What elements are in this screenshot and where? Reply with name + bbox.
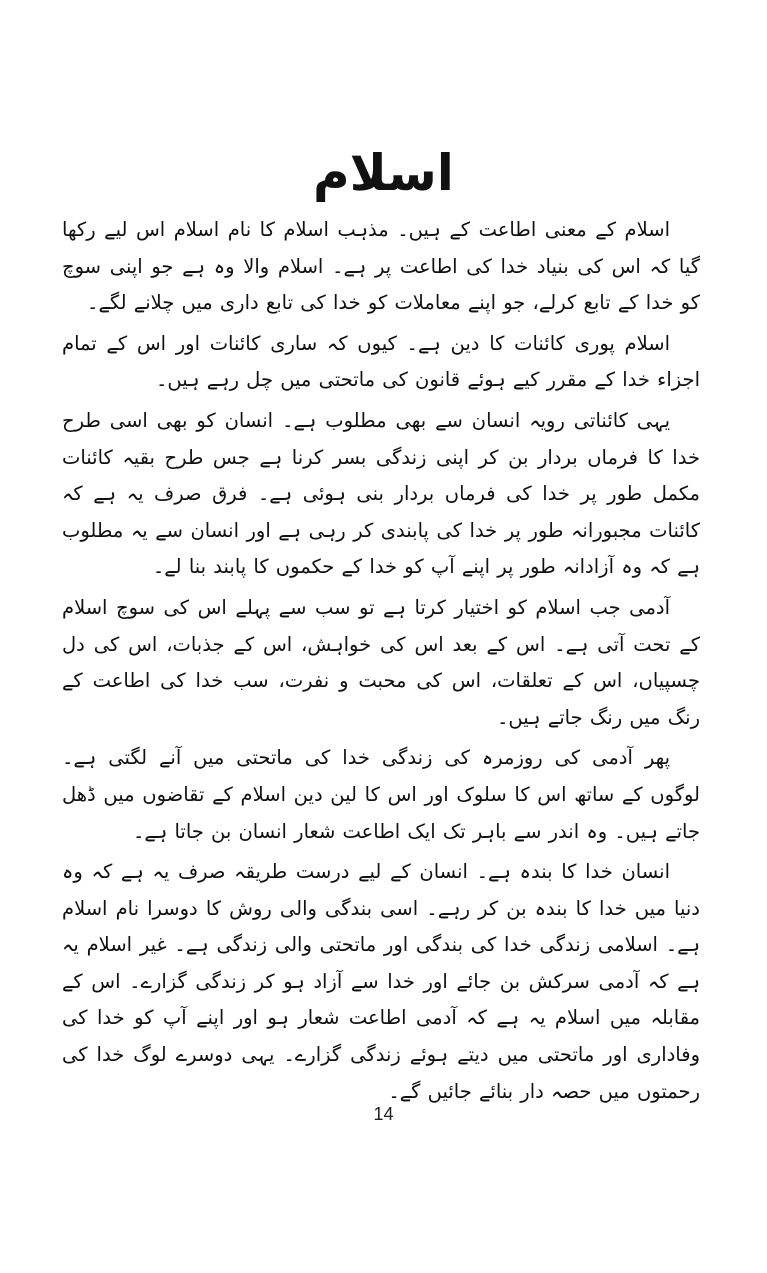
paragraph-1: اسلام کے معنی اطاعت کے ہیں۔ مذہب اسلام کا نام اسلام اس لیے رکھا گیا کہ اس کی بنیاد خدا کی اطاعت پر ہے۔ اسلام والا وہ ہے جو اپنی سوچ کو خدا کے تابع کرلے، جو اپنے معاملات کو خدا کی تابع داری میں چلانے لگے۔ bbox=[62, 218, 700, 315]
paragraph-2: اسلام پوری کائنات کا دین ہے۔ کیوں کہ ساری کائنات اور اس کے تمام اجزاء خدا کے مقرر کیے ہوئے قانون کی ماتحتی میں چل رہے ہیں۔ bbox=[62, 331, 700, 392]
paragraph-5: پھر آدمی کی روزمرہ کی زندگی خدا کی ماتحتی میں آنے لگتی ہے۔ لوگوں کے ساتھ اس کا سلوک اور اس کا لین دین اسلام کے تقاضوں میں ڈھل جاتے ہیں۔ وہ اندر سے باہر تک ایک اطاعت شعار انسان بن جاتا ہے۔ bbox=[62, 746, 700, 843]
paragraph-4: آدمی جب اسلام کو اختیار کرتا ہے تو سب سے پہلے اس کی سوچ اسلام کے تحت آتی ہے۔ اس کے بعد اس کی خواہش، اس کے جذبات، اس کی دل چسپیاں، اس کے تعلقات، اس کی محبت و نفرت، سب خدا کی اطاعت کے رنگ میں رنگ جاتے ہیں۔ bbox=[62, 595, 700, 729]
page-number: 14 bbox=[373, 1104, 394, 1124]
body-text bbox=[62, 212, 700, 1114]
page-title: اسلام bbox=[313, 144, 454, 202]
paragraph-6: انسان خدا کا بندہ ہے۔ انسان کے لیے درست طریقہ صرف یہ ہے کہ وہ دنیا میں خدا کا بندہ بن کر رہے۔ اسی بندگی والی روش کا دوسرا نام اسلام ہے۔ اسلامی زندگی خدا کی بندگی اور ماتحتی والی زندگی ہے۔ غیر اسلام یہ ہے کہ آدمی سرکش بن جائے اور خدا سے آزاد ہو کر زندگی گزارے۔ اس کے مقابلہ میں اسلام یہ ہے کہ آدمی اطاعت شعار ہو اور اپنے آپ کو خدا کی وفاداری اور ماتحتی میں دیتے ہوئے زندگی گزارے۔ یہی دوسرے لوگ خدا کی رحمتوں میں حصہ دار بنائے جائیں گے۔ bbox=[62, 860, 700, 1103]
paragraph-3: یہی کائناتی رویہ انسان سے بھی مطلوب ہے۔ انسان کو بھی اسی طرح خدا کا فرماں بردار بن کر اپنی زندگی بسر کرنا ہے جس طرح بقیہ کائنات مکمل طور پر خدا کی فرماں بردار بنی ہوئی ہے۔ فرق صرف یہ ہے کہ کائنات مجبورانہ طور پر خدا کی پابندی کر رہی ہے اور انسان سے یہ مطلوب ہے کہ وہ آزادانہ طور پر اپنے آپ کو خدا کے حکموں کا پابند بنا لے۔ bbox=[62, 408, 700, 579]
